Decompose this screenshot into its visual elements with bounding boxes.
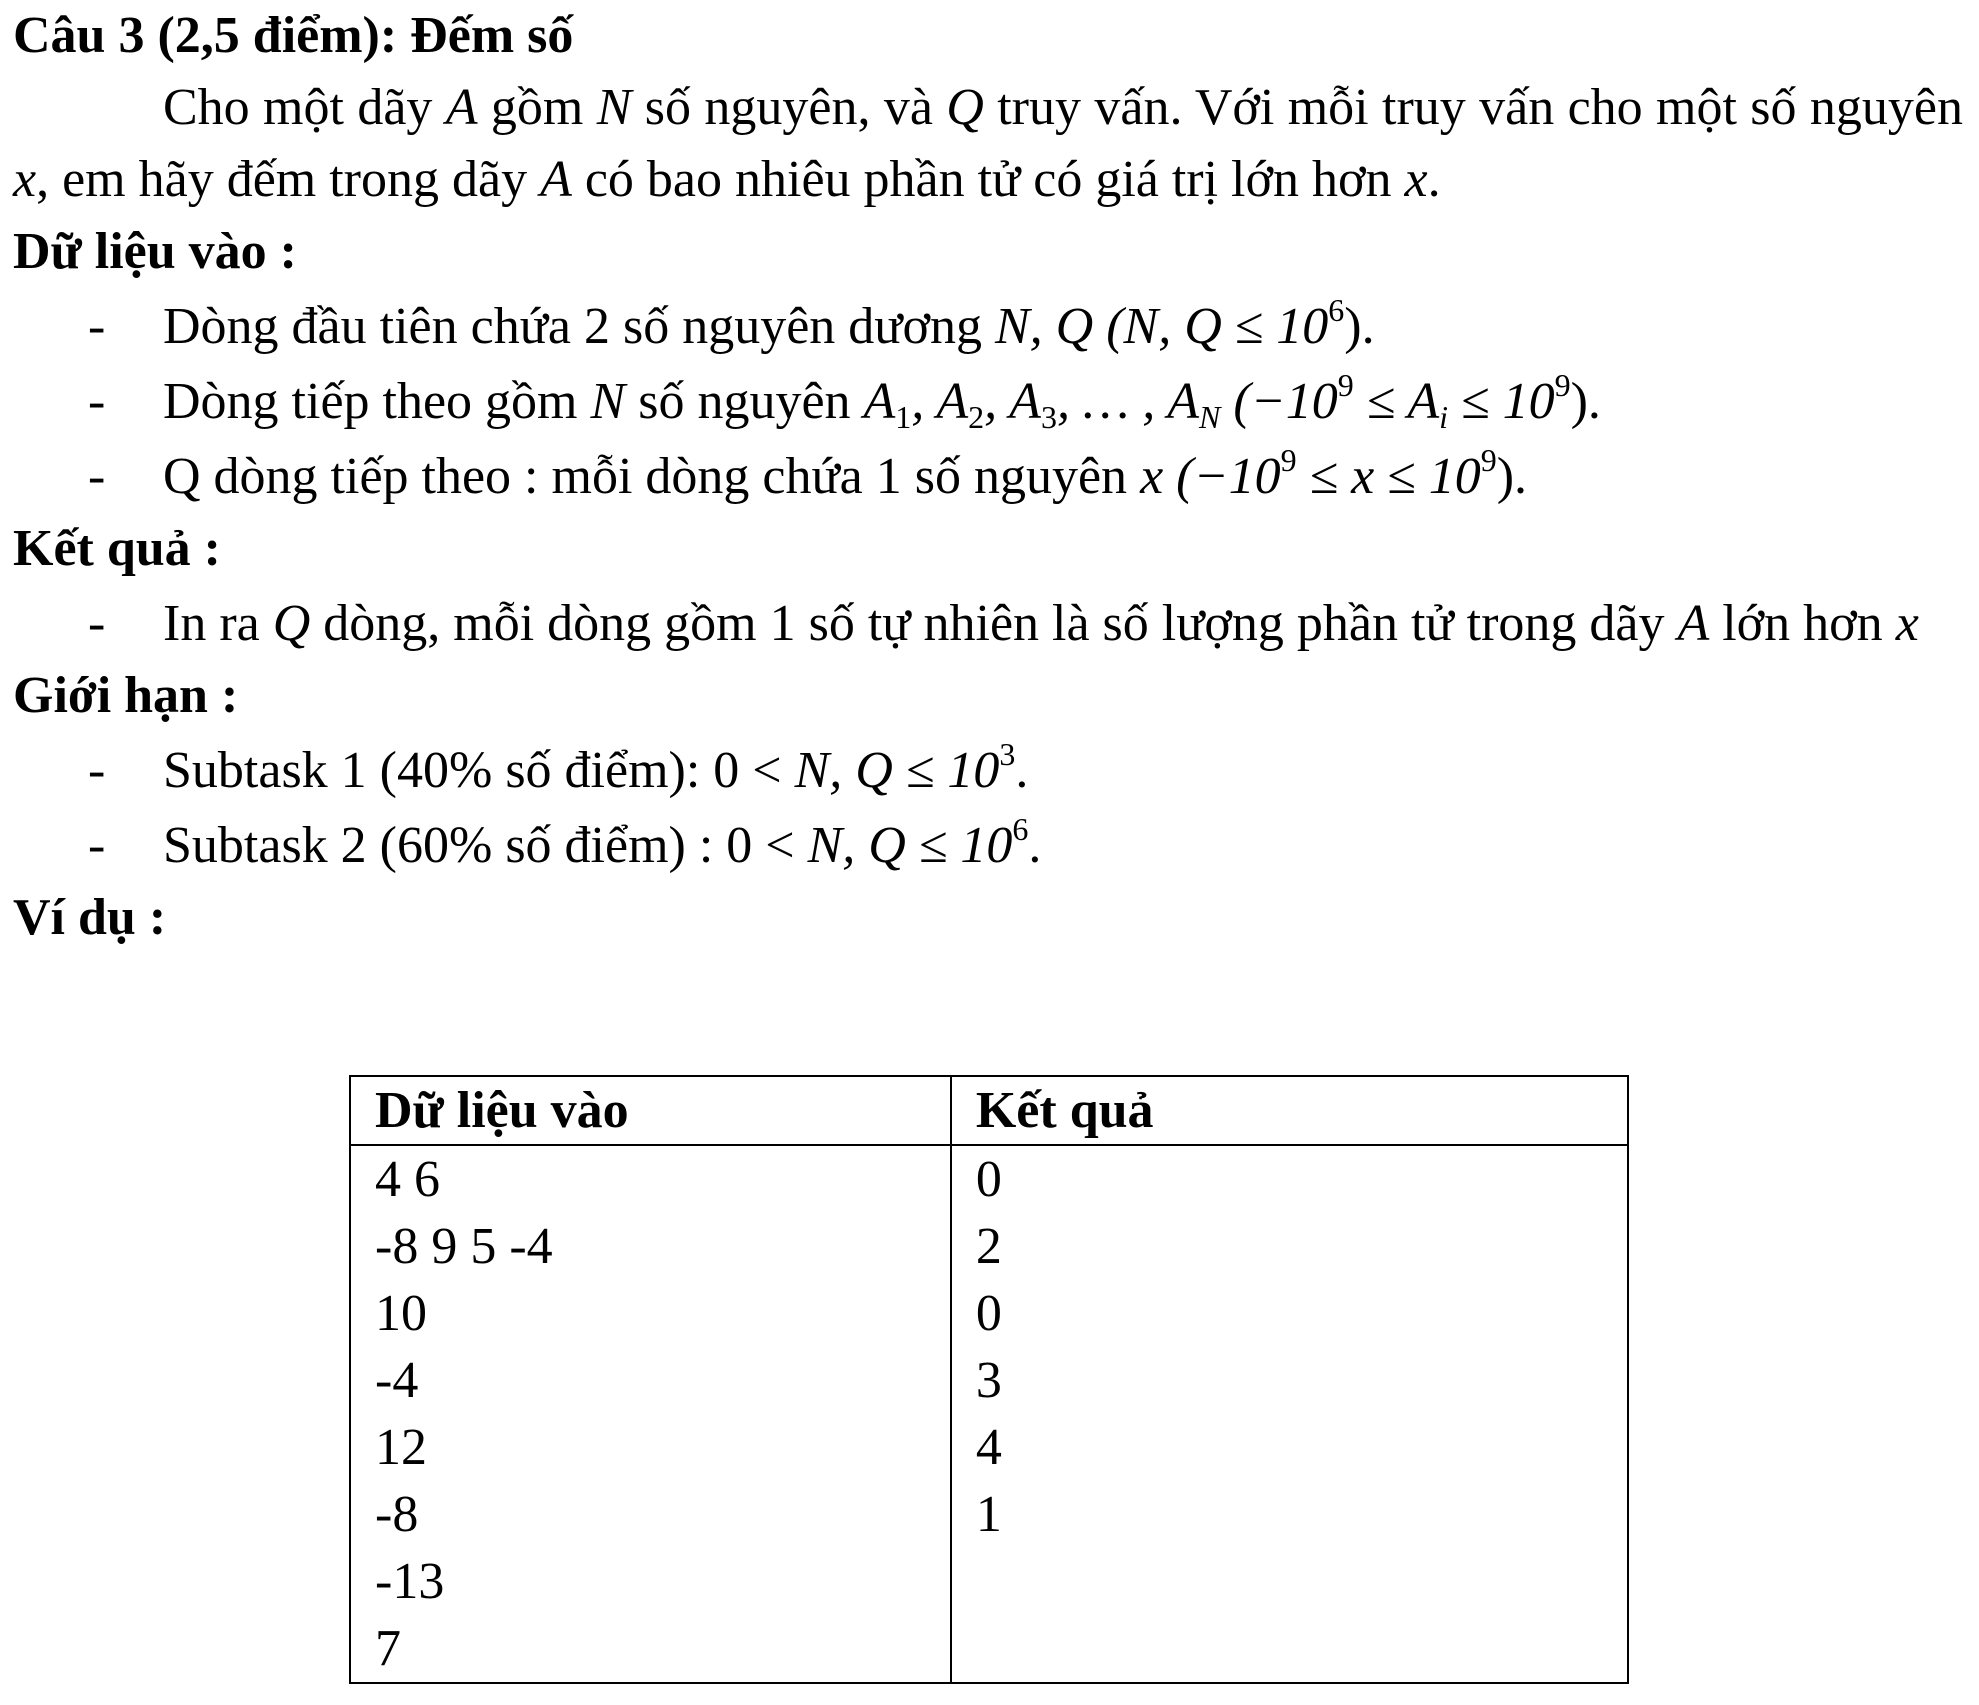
bullet-dash: - <box>88 595 106 652</box>
input-line: -8 9 5 -4 <box>375 1218 553 1275</box>
header-output: Kết quả <box>951 1076 1628 1145</box>
var-x: x <box>1404 151 1428 208</box>
input-line: -13 <box>375 1553 445 1610</box>
input-spec-line-3: - Q dòng tiếp theo : mỗi dòng chứa 1 số nguyên x $(-10^9 \le x \le 10^9)$. <box>13 441 1963 513</box>
input-line: 4 6 <box>375 1151 440 1208</box>
input-spec-list <box>13 291 1963 513</box>
output-line: 0 <box>975 1285 1002 1342</box>
sample-input-cell <box>350 1145 951 1683</box>
limits-list <box>13 735 1963 882</box>
subtask-1: - Subtask 1 (40% số điểm): 0 < N, $Q \le 10^3$. <box>13 735 1963 807</box>
output-line: 3 <box>975 1352 1002 1409</box>
var-x: x <box>13 151 37 208</box>
var-a: A <box>540 151 572 208</box>
output-spec-line-1: - In ra Q dòng, mỗi dòng gồm 1 số tự nhiên là số lượng phần tử trong dãy A lớn hơn x <box>13 588 1963 660</box>
var-q: Q <box>946 79 984 136</box>
var-n: N <box>596 79 632 136</box>
output-spec-list <box>13 588 1963 660</box>
input-line: 12 <box>375 1419 427 1476</box>
input-line: 10 <box>375 1285 427 1342</box>
bullet-dash: - <box>88 817 106 874</box>
bullet-dash: - <box>88 448 106 505</box>
input-line: -4 <box>375 1352 419 1409</box>
problem-intro: Cho một dãy A gồm N số nguyên, và Q truy vấn. Với mỗi truy vấn cho một số nguyên x, em hãy đếm trong dãy A có bao nhiêu phần tử có giá trị lớn hơn x. <box>13 79 1963 208</box>
input-line: -8 <box>375 1486 419 1543</box>
input-spec-line-2: - Dòng tiếp theo gồm N số nguyên $A_1$, $A_2$, $A_3$, … , $A_N$ $(-10^9 \le A_i \le 10^9)$. <box>13 366 1963 438</box>
bullet-dash: - <box>88 298 106 355</box>
var-a: A <box>445 79 478 136</box>
input-spec-line-1: - Dòng đầu tiên chứa 2 số nguyên dương N, Q (N, $Q \le 10^6$). <box>13 291 1963 363</box>
output-line: 4 <box>975 1419 1002 1476</box>
example-table <box>349 1075 1629 1684</box>
sample-output-cell <box>951 1145 1628 1683</box>
output-line: 0 <box>975 1151 1002 1208</box>
subtask-2: - Subtask 2 (60% số điểm) : 0 < N, $Q \le 10^6$. <box>13 810 1963 882</box>
input-heading: Dữ liệu vào : <box>13 223 297 280</box>
problem-title: Câu 3 (2,5 điểm): Đếm số <box>13 7 574 64</box>
example-heading: Ví dụ : <box>13 889 167 946</box>
output-line: 1 <box>975 1486 1002 1543</box>
input-line: 7 <box>375 1620 401 1677</box>
table-row <box>350 1145 1628 1683</box>
limits-heading: Giới hạn : <box>13 667 239 724</box>
bullet-dash: - <box>88 373 106 430</box>
table-header-row <box>350 1076 1628 1145</box>
problem-statement <box>13 0 1963 954</box>
output-heading: Kết quả : <box>13 520 221 577</box>
header-input: Dữ liệu vào <box>350 1076 951 1145</box>
output-line: 2 <box>975 1218 1002 1275</box>
bullet-dash: - <box>88 742 106 799</box>
